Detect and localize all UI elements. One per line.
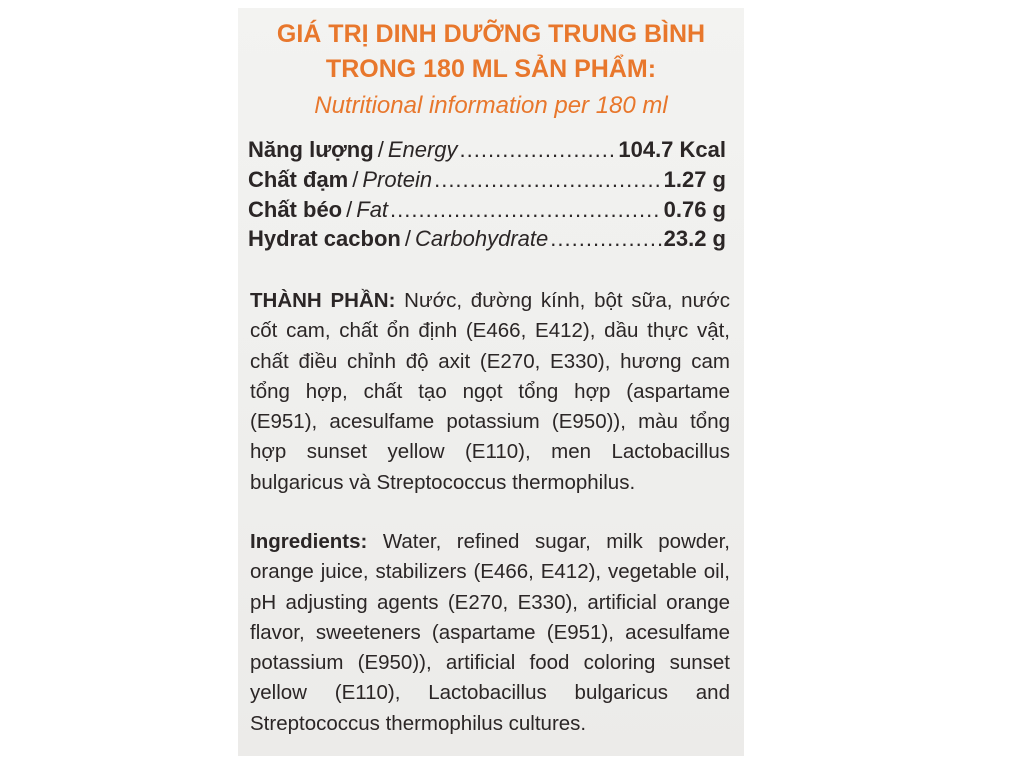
- nutrient-separator: /: [377, 137, 384, 162]
- heading-english: Nutritional information per 180 ml: [314, 92, 668, 119]
- nutrient-name-en: Fat: [356, 197, 389, 222]
- ingredients-vietnamese: [250, 286, 730, 498]
- ingredients-en-text: Water, refined sugar, milk powder, orange juice, stabilizers (E466, E412), vegetable oil, pH adjusting agents (E270, E330), artificial orange flavor, sweeteners (aspartame (E951), acesulfame potassium (E950)), artificial food coloring sunset yellow (E110), Lactobacillus bulgaricus and Streptococcus thermophilus cultures.: [250, 530, 730, 735]
- nutrient-name-en: Energy: [387, 137, 458, 162]
- nutrient-separator: /: [352, 167, 359, 192]
- nutrition-row-carbohydrate: [248, 226, 726, 254]
- nutrition-row-fat: [248, 197, 726, 225]
- nutrient-separator: /: [346, 197, 353, 222]
- ingredients-en-label: Ingredients:: [250, 530, 368, 553]
- nutrient-value: 1.27 g: [663, 167, 726, 192]
- nutrition-row-energy: [248, 137, 726, 165]
- nutrient-name-vn: Chất béo: [248, 197, 343, 222]
- nutrient-value: 0.76 g: [663, 197, 726, 222]
- nutrient-name-vn: Chất đạm: [248, 167, 349, 192]
- ingredients-vn-label: THÀNH PHẦN:: [250, 289, 396, 312]
- heading-line-1: GIÁ TRỊ DINH DƯỠNG TRUNG BÌNH: [276, 20, 706, 48]
- nutrient-separator: /: [404, 226, 411, 251]
- dot-leader: [434, 167, 662, 193]
- nutrient-value: 104.7 Kcal: [618, 137, 726, 162]
- nutrition-row-protein: [248, 167, 726, 195]
- nutrient-name-en: Carbohydrate: [414, 226, 549, 251]
- nutrient-value: 23.2 g: [663, 226, 726, 251]
- nutrient-name-vn: Năng lượng: [248, 137, 374, 162]
- dot-leader: [550, 226, 661, 252]
- nutrition-label-card: [238, 8, 744, 756]
- dot-leader: [460, 137, 617, 163]
- heading-line-2: TRONG 180 ML SẢN PHẨM:: [325, 55, 657, 83]
- ingredients-vn-text: Nước, đường kính, bột sữa, nước cốt cam, chất ổn định (E466, E412), dầu thực vật, chất điều chỉnh độ axit (E270, E330), hương cam tổng hợp, chất tạo ngọt tổng hợp (aspartame (E951), acesulfame potassium (E950)), màu tổng hợp sunset yellow (E110), men Lactobacillus bulgaricus và Streptococcus thermophilus.: [250, 289, 730, 494]
- ingredients-english: [250, 527, 730, 739]
- nutrient-name-vn: Hydrat cacbon: [248, 226, 401, 251]
- dot-leader: [390, 197, 662, 223]
- nutrient-name-en: Protein: [362, 167, 433, 192]
